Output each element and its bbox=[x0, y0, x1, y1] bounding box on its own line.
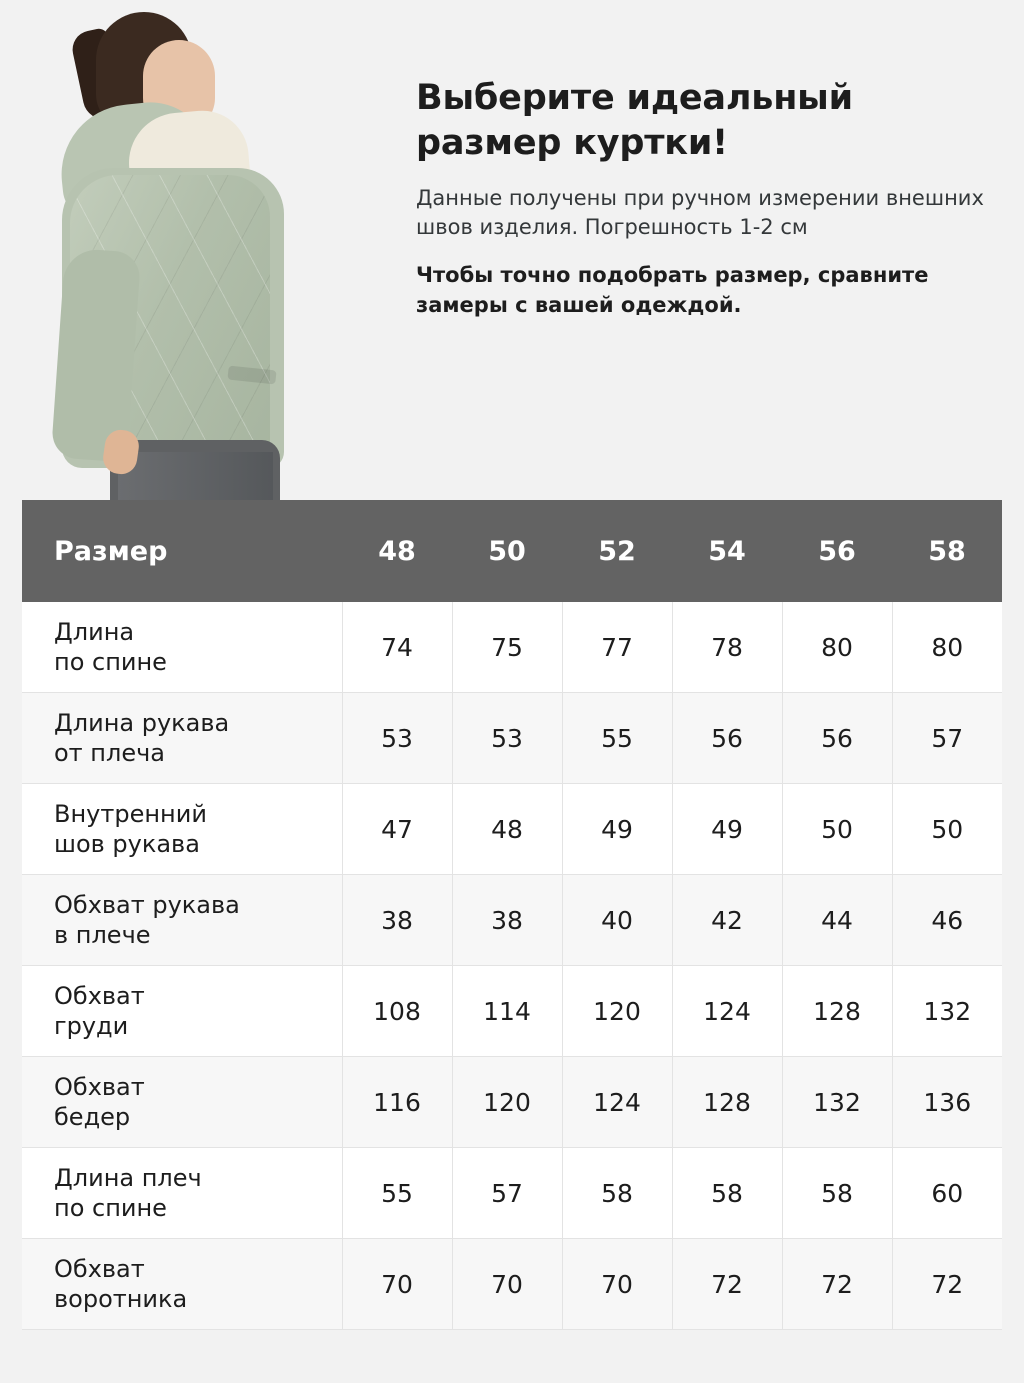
table-row bbox=[22, 1148, 1002, 1239]
cell-value: 75 bbox=[452, 602, 562, 693]
cell-value: 56 bbox=[782, 693, 892, 784]
row-label bbox=[22, 1239, 342, 1330]
table-header-size-54: 54 bbox=[672, 500, 782, 602]
row-label-line2: воротника bbox=[54, 1285, 188, 1313]
row-label-line1: Обхват bbox=[54, 1255, 145, 1283]
cell-value: 80 bbox=[782, 602, 892, 693]
row-label-line1: Длина плеч bbox=[54, 1164, 202, 1192]
cell-value: 47 bbox=[342, 784, 452, 875]
cell-value: 120 bbox=[452, 1057, 562, 1148]
size-table-body bbox=[22, 602, 1002, 1330]
table-header-size-48: 48 bbox=[342, 500, 452, 602]
size-table-head bbox=[22, 500, 1002, 602]
cell-value: 72 bbox=[892, 1239, 1002, 1330]
row-label bbox=[22, 693, 342, 784]
table-header-size-56: 56 bbox=[782, 500, 892, 602]
cell-value: 57 bbox=[452, 1148, 562, 1239]
cell-value: 128 bbox=[782, 966, 892, 1057]
size-table bbox=[22, 500, 1002, 1330]
row-label-line2: по спине bbox=[54, 1194, 167, 1222]
row-label-line1: Обхват bbox=[54, 982, 145, 1010]
cell-value: 72 bbox=[782, 1239, 892, 1330]
photo-jeans-shade bbox=[118, 452, 273, 500]
row-label-line1: Обхват bbox=[54, 1073, 145, 1101]
cell-value: 55 bbox=[342, 1148, 452, 1239]
cell-value: 80 bbox=[892, 602, 1002, 693]
table-row bbox=[22, 966, 1002, 1057]
cell-value: 55 bbox=[562, 693, 672, 784]
cell-value: 116 bbox=[342, 1057, 452, 1148]
cell-value: 74 bbox=[342, 602, 452, 693]
row-label-line2: в плече bbox=[54, 921, 151, 949]
cell-value: 46 bbox=[892, 875, 1002, 966]
table-row bbox=[22, 602, 1002, 693]
table-row bbox=[22, 1057, 1002, 1148]
table-row bbox=[22, 1239, 1002, 1330]
row-label bbox=[22, 966, 342, 1057]
cell-value: 48 bbox=[452, 784, 562, 875]
size-table-container bbox=[22, 500, 1002, 1330]
cell-value: 72 bbox=[672, 1239, 782, 1330]
row-label-line2: бедер bbox=[54, 1103, 131, 1131]
cell-value: 124 bbox=[672, 966, 782, 1057]
header-text-block bbox=[416, 76, 996, 321]
cell-value: 77 bbox=[562, 602, 672, 693]
cell-value: 136 bbox=[892, 1057, 1002, 1148]
cell-value: 50 bbox=[892, 784, 1002, 875]
row-label-line2: шов рукава bbox=[54, 830, 200, 858]
cell-value: 70 bbox=[562, 1239, 672, 1330]
cell-value: 114 bbox=[452, 966, 562, 1057]
cell-value: 58 bbox=[562, 1148, 672, 1239]
cell-value: 132 bbox=[782, 1057, 892, 1148]
cell-value: 57 bbox=[892, 693, 1002, 784]
table-header-size-50: 50 bbox=[452, 500, 562, 602]
page-title: Выберите идеальный размер куртки! bbox=[416, 78, 853, 163]
cell-value: 60 bbox=[892, 1148, 1002, 1239]
table-row bbox=[22, 875, 1002, 966]
table-header-label: Размер bbox=[22, 500, 342, 602]
row-label-line2: от плеча bbox=[54, 739, 165, 767]
table-header-size-58: 58 bbox=[892, 500, 1002, 602]
cell-value: 124 bbox=[562, 1057, 672, 1148]
cell-value: 50 bbox=[782, 784, 892, 875]
sizing-advice: Чтобы точно подобрать размер, сравните замеры с вашей одеждой. bbox=[416, 263, 929, 318]
row-label-line1: Длина рукава bbox=[54, 709, 230, 737]
table-header-size-52: 52 bbox=[562, 500, 672, 602]
cell-value: 58 bbox=[782, 1148, 892, 1239]
cell-value: 56 bbox=[672, 693, 782, 784]
cell-value: 38 bbox=[452, 875, 562, 966]
table-row bbox=[22, 784, 1002, 875]
row-label-line2: по спине bbox=[54, 648, 167, 676]
row-label-line1: Внутренний bbox=[54, 800, 207, 828]
cell-value: 108 bbox=[342, 966, 452, 1057]
cell-value: 70 bbox=[342, 1239, 452, 1330]
table-header-row bbox=[22, 500, 1002, 602]
cell-value: 40 bbox=[562, 875, 672, 966]
model-photo bbox=[0, 0, 390, 500]
cell-value: 120 bbox=[562, 966, 672, 1057]
cell-value: 38 bbox=[342, 875, 452, 966]
cell-value: 42 bbox=[672, 875, 782, 966]
row-label bbox=[22, 875, 342, 966]
cell-value: 78 bbox=[672, 602, 782, 693]
row-label bbox=[22, 784, 342, 875]
row-label bbox=[22, 1057, 342, 1148]
row-label-line2: груди bbox=[54, 1012, 129, 1040]
table-row bbox=[22, 693, 1002, 784]
row-label bbox=[22, 602, 342, 693]
row-label-line1: Длина bbox=[54, 618, 135, 646]
cell-value: 132 bbox=[892, 966, 1002, 1057]
cell-value: 128 bbox=[672, 1057, 782, 1148]
cell-value: 58 bbox=[672, 1148, 782, 1239]
row-label-line1: Обхват рукава bbox=[54, 891, 240, 919]
cell-value: 53 bbox=[342, 693, 452, 784]
cell-value: 44 bbox=[782, 875, 892, 966]
row-label bbox=[22, 1148, 342, 1239]
cell-value: 49 bbox=[562, 784, 672, 875]
cell-value: 70 bbox=[452, 1239, 562, 1330]
header-section bbox=[0, 0, 1024, 500]
measurement-disclaimer: Данные получены при ручном измерении внешних швов изделия. Погрешность 1-2 см bbox=[416, 185, 984, 240]
cell-value: 49 bbox=[672, 784, 782, 875]
cell-value: 53 bbox=[452, 693, 562, 784]
